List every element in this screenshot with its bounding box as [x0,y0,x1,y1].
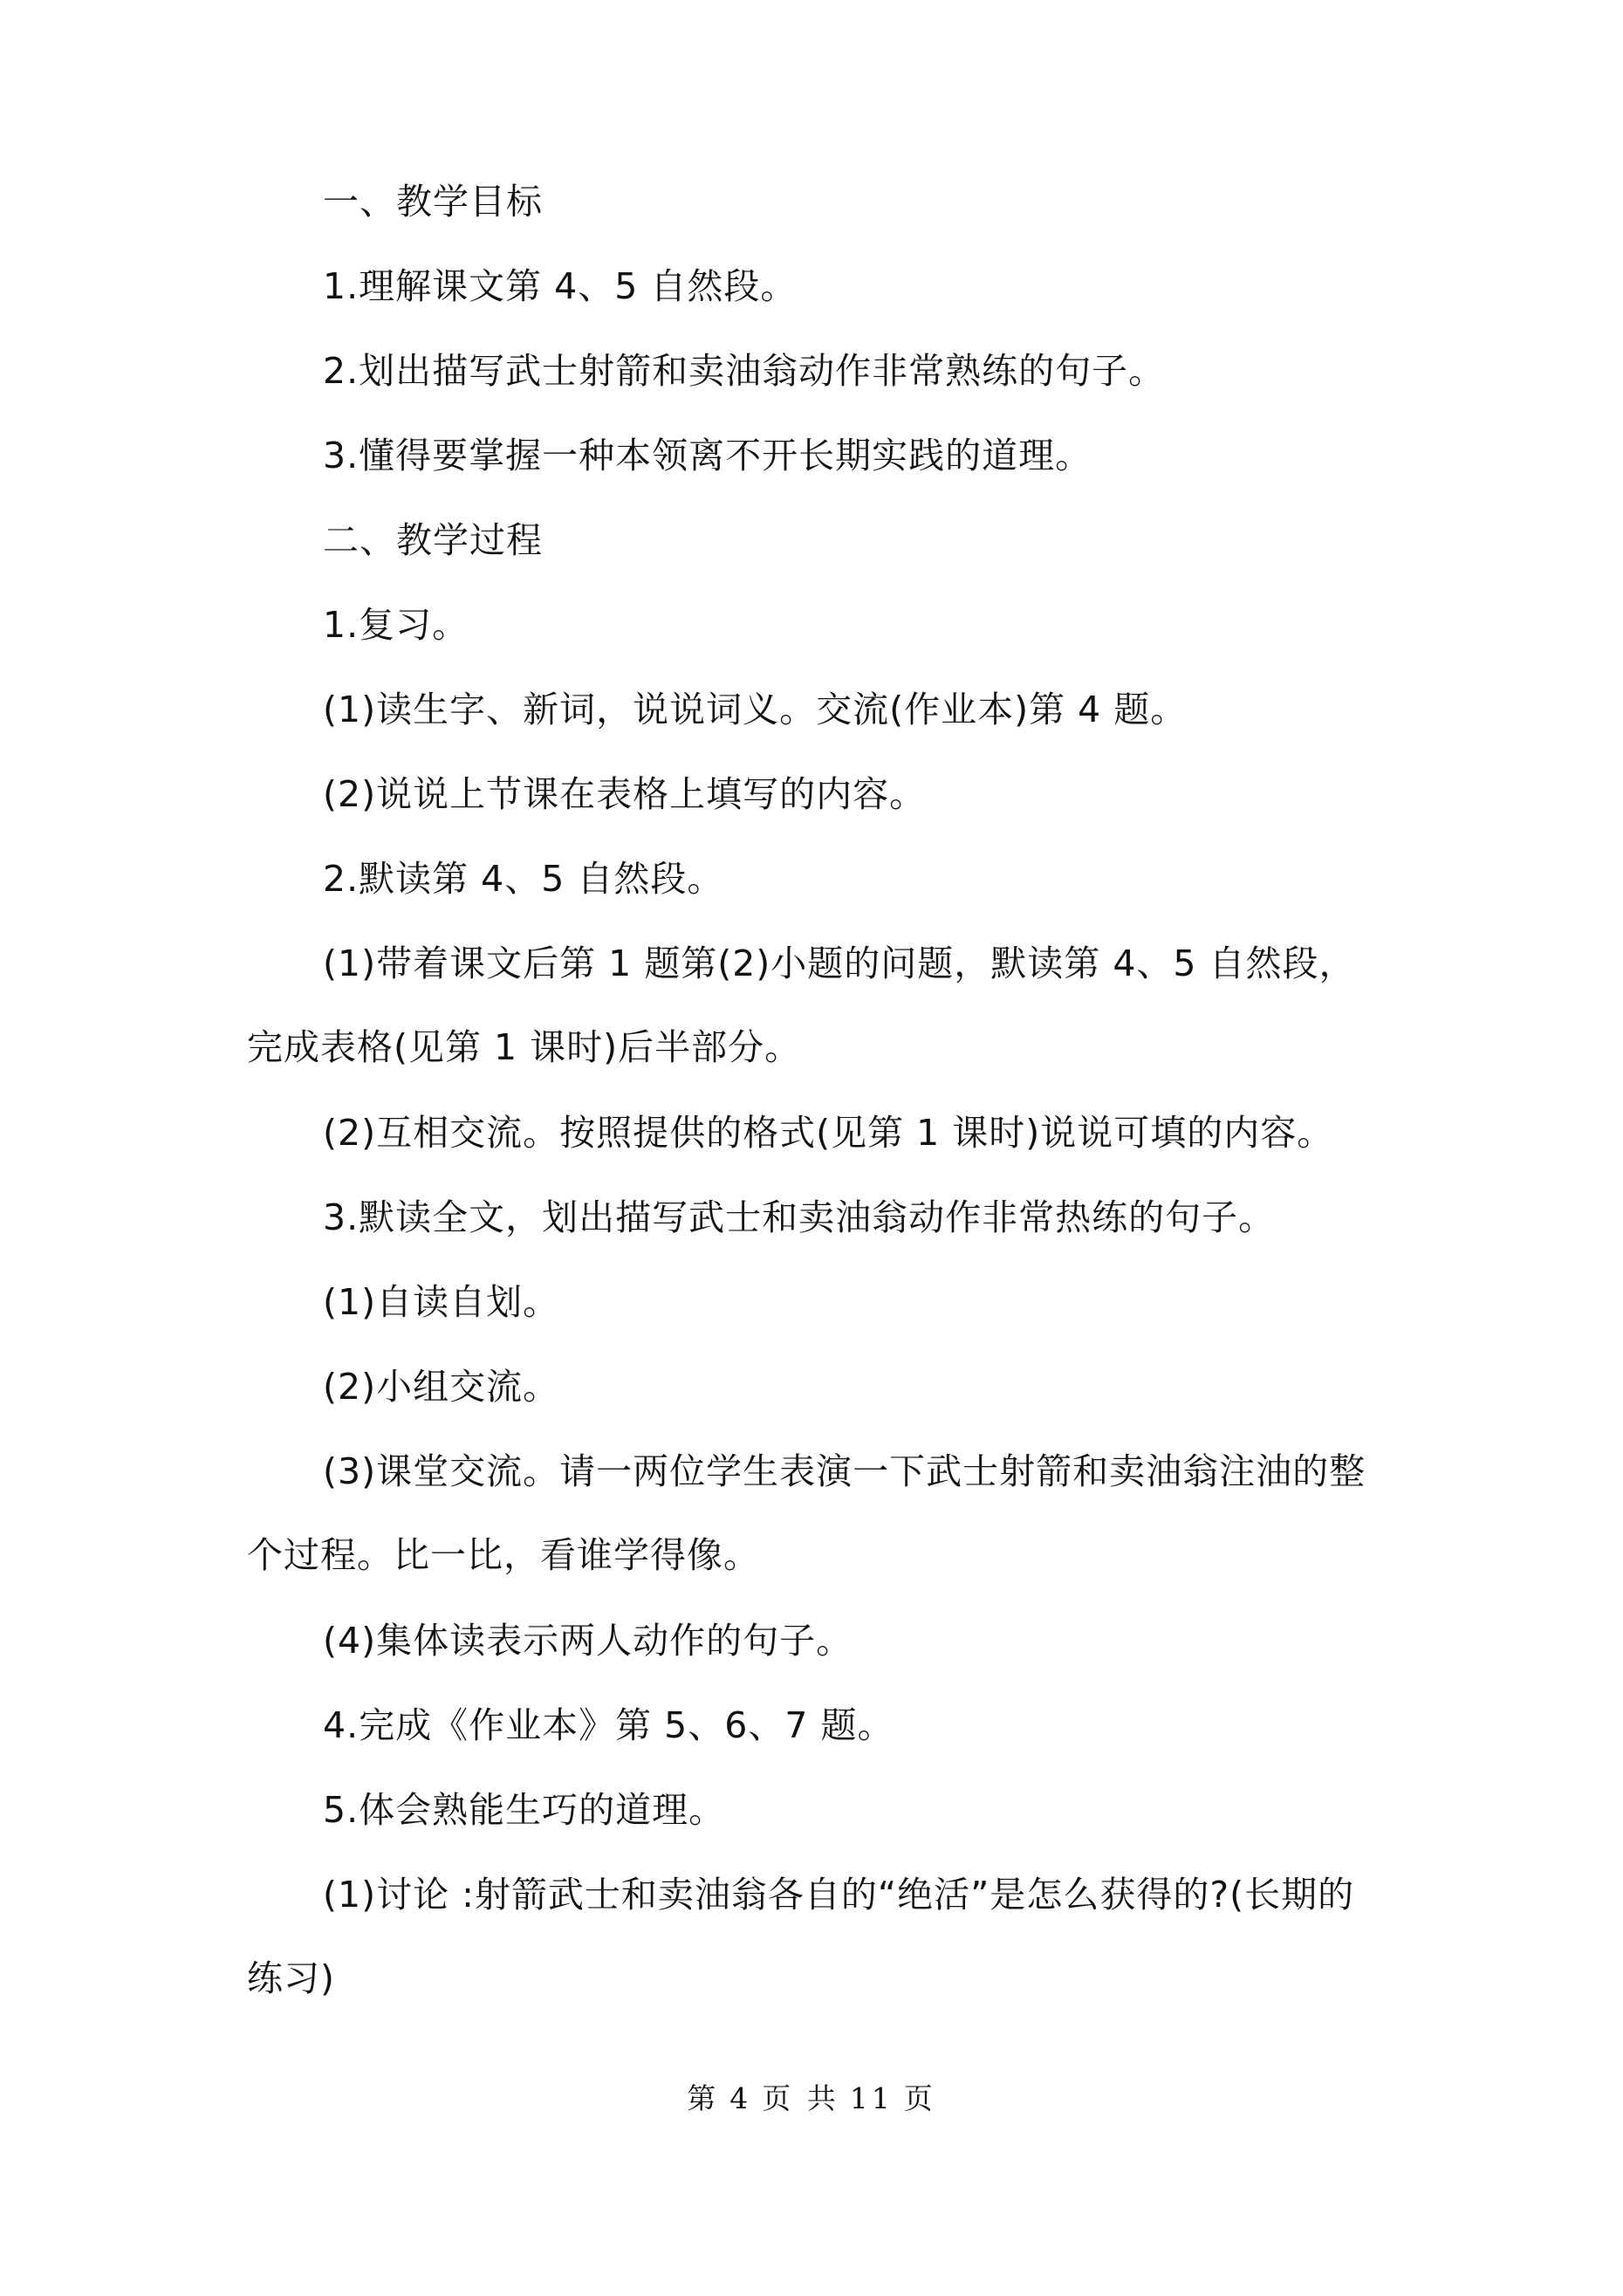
paragraph: 2.默读第 4、5 自然段。 [323,858,724,900]
paragraph: 5.体会熟能生巧的道理。 [323,1789,726,1831]
paragraph: (2)小组交流。 [323,1366,560,1408]
paragraph: (4)集体读表示两人动作的句子。 [323,1620,853,1662]
footer-middle: 页 共 [762,2081,839,2115]
paragraph: (1)读生字、新词，说说词义。交流(作业本)第 4 题。 [323,689,1188,730]
section-heading-process: 二、教学过程 [323,519,543,561]
paragraph: 3.默读全文，划出描写武士和卖油翁动作非常热练的句子。 [323,1196,1276,1238]
paragraph: 1.理解课文第 4、5 自然段。 [323,265,798,307]
paragraph: 4.完成《作业本》第 5、6、7 题。 [323,1704,894,1746]
footer-prefix: 第 [687,2081,720,2115]
paragraph: (2)说说上节课在表格上填写的内容。 [323,773,927,815]
page-footer [0,2081,1623,2116]
paragraph: (1)讨论 :射箭武士和卖油翁各自的“绝活”是怎么获得的?(长期的练习) [247,1874,1355,1999]
paragraph: 1.复习。 [323,604,469,646]
paragraph: 2.划出描写武士射箭和卖油翁动作非常熟练的句子。 [323,350,1166,392]
footer-current-page: 4 [729,2081,752,2115]
paragraph: (1)自读自划。 [323,1281,560,1323]
paragraph: (1)带着课文后第 1 题第(2)小题的问题，默读第 4、5 自然段，完成表格(见第 1 课时)后半部分。 [247,942,1356,1068]
paragraph: (3)课堂交流。请一两位学生表演一下武士射箭和卖油翁注油的整个过程。比一比，看谁学得像。 [247,1450,1366,1576]
footer-total-pages: 11 [849,2081,894,2115]
paragraph: (2)互相交流。按照提供的格式(见第 1 课时)说说可填的内容。 [323,1112,1334,1154]
footer-suffix: 页 [903,2081,936,2115]
paragraph: 3.懂得要掌握一种本领离不开长期实践的道理。 [323,435,1092,476]
section-heading-objectives: 一、教学目标 [323,181,543,223]
